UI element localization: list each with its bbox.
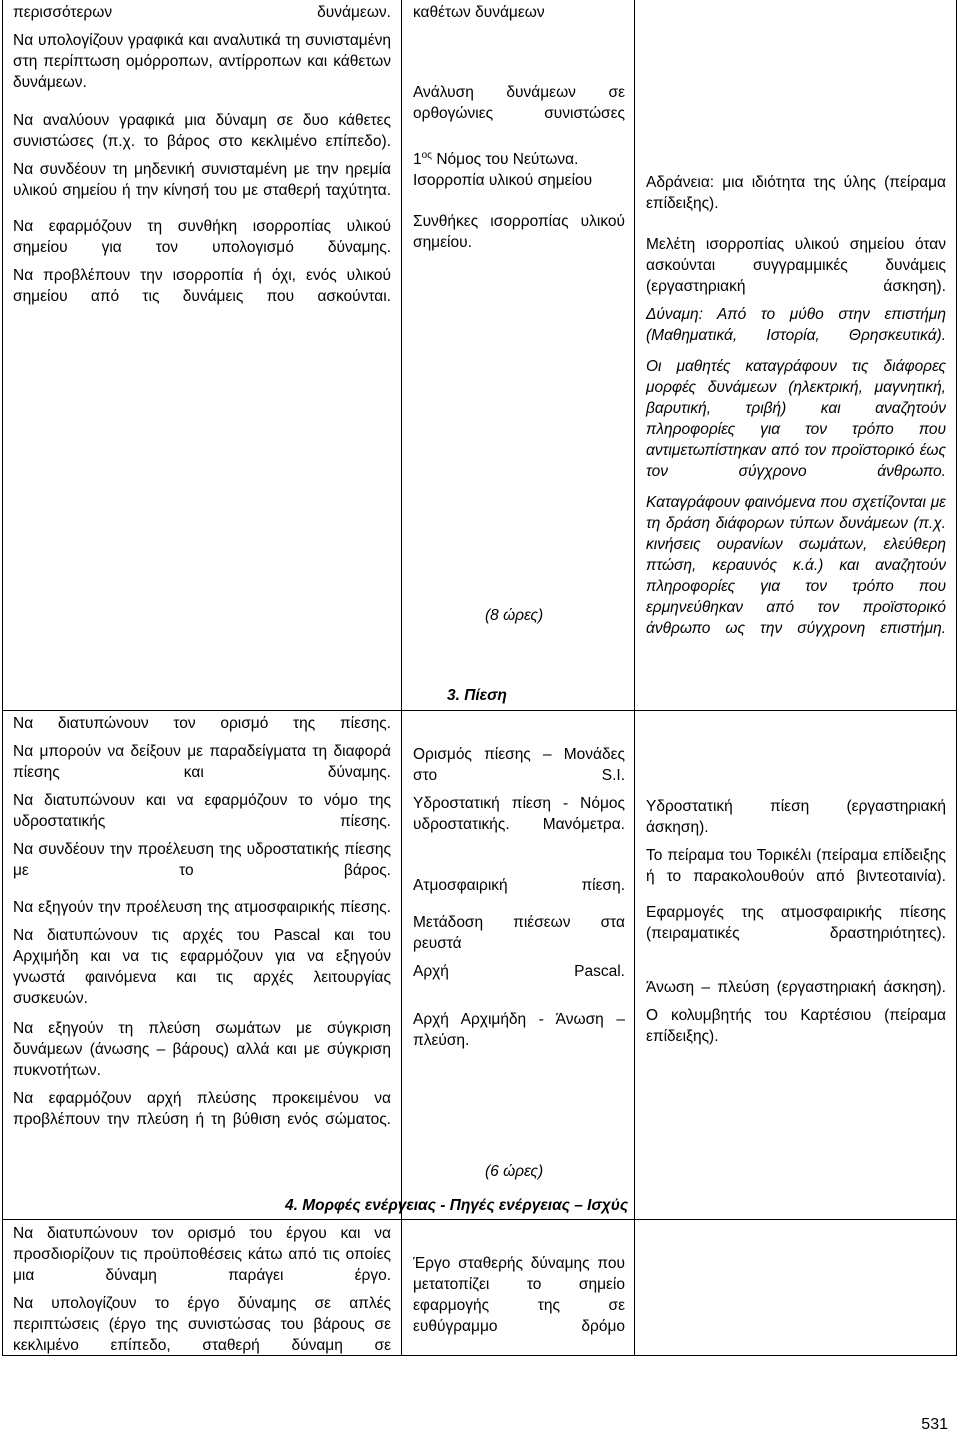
- column-divider-2: [634, 0, 635, 1356]
- objective-item: Να διατυπώνουν τις αρχές του Pascal και του Αρχιμήδη και να τις εφαρμόζουν για να εξηγούν γνωστά φαινόμενα και τις αρχές λειτουργίας συσκευών.: [13, 927, 391, 1007]
- hours-section2: (8 ώρες): [485, 607, 544, 624]
- content-item: Ατμοσφαιρική πίεση.: [413, 877, 625, 894]
- content-energy: Έργο σταθερής δύναμης που μετατοπίζει το σημείο εφαρμογής της σε ευθύγραμμο δρόμο: [413, 1255, 625, 1335]
- objective-item: Να εξηγούν τη πλεύση σωμάτων με σύγκριση δυνάμεων (άνωσης – βάρους) αλλά και με σύγκριση πυκνοτήτων.: [13, 1020, 391, 1079]
- newton-law-ordinal: ος: [421, 150, 433, 161]
- objective-item: Να εφαρμόζουν αρχή πλεύσης προκειμένου να προβλέπουν την πλεύση ή τη βύθιση ενός σώματος.: [13, 1090, 391, 1128]
- content-item: Μετάδοση πιέσεων στα ρευστά: [413, 914, 625, 952]
- objective-item: Να προβλέπουν την ισορροπία ή όχι, ενός υλικού σημείου από τις δυνάμεις που ασκούνται.: [13, 267, 391, 305]
- activity-item: Οι μαθητές καταγράφουν τις διάφορες μορφές δυνάμεων (ηλεκτρική, μαγνητική, βαρυτική, τριβή) και αναζητούν πληροφορίες για τον τρόπο που αντιμετωπίστηκαν από τον προϊστορικό έως τον σύγχρονο άνθρωπο.: [646, 358, 946, 480]
- objective-item: Να μπορούν να δείξουν με παραδείγματα τη διαφορά πίεσης και δύναμης.: [13, 743, 391, 781]
- section-4-title: 4. Μορφές ενέργειας - Πηγές ενέργειας – Ισχύς: [285, 1197, 629, 1214]
- newton-law-number: 1: [413, 151, 422, 168]
- objective-item: Να διατυπώνουν τον ορισμό του έργου και να προσδιορίζουν τις προϋποθέσεις κάτω από τις οποίες μια δύναμη παράγει έργο.: [13, 1225, 391, 1284]
- activity-item: Αδράνεια: μια ιδιότητα της ύλης (πείραμα επίδειξης).: [646, 174, 946, 212]
- content-pressure: [413, 744, 625, 1058]
- objectives-energy: [13, 1223, 391, 1363]
- content-top: [413, 2, 625, 260]
- newton-law-text: Νόμος του Νεύτωνα.: [432, 151, 579, 168]
- hours-section3: (6 ώρες): [485, 1163, 544, 1180]
- content-item: Αρχή Αρχιμήδη - Άνωση – πλεύση.: [413, 1011, 625, 1049]
- objective-item: Να εφαρμόζουν τη συνθήκη ισορροπίας υλικού σημείου για τον υπολογισμό δύναμης.: [13, 218, 391, 256]
- section-3-title: 3. Πίεση: [447, 687, 507, 704]
- activity-item: Ο κολυμβητής του Καρτέσιου (πείραμα επίδειξης).: [646, 1007, 946, 1045]
- activities-top: [646, 172, 946, 646]
- objective-item: Να διατυπώνουν και να εφαρμόζουν το νόμο της υδροστατικής πίεσης.: [13, 792, 391, 830]
- activity-item: Υδροστατική πίεση (εργαστηριακή άσκηση).: [646, 798, 946, 836]
- page-number: 531: [921, 1416, 948, 1433]
- objective-item: περισσότερων δυνάμεων.: [13, 4, 391, 21]
- activity-item: Μελέτη ισορροπίας υλικού σημείου όταν ασκούνται συγγραμμικές δυνάμεις (εργαστηριακή άσκηση).: [646, 236, 946, 295]
- content-item: Υδροστατική πίεση - Νόμος υδροστατικής. Μανόμετρα.: [413, 795, 625, 833]
- content-item: Ανάλυση δυνάμεων σε ορθογώνιες συνιστώσες: [413, 84, 625, 122]
- row-divider-section4: [2, 1219, 957, 1220]
- activity-item: Άνωση – πλεύση (εργαστηριακή άσκηση).: [646, 979, 946, 996]
- content-item: Συνθήκες ισορροπίας υλικού σημείου.: [413, 213, 625, 251]
- objective-item: Να συνδέουν την προέλευση της υδροστατικής πίεσης με το βάρος.: [13, 841, 391, 879]
- objective-item: Να υπολογίζουν το έργο δύναμης σε απλές περιπτώσεις (έργο της συνιστώσας του βάρους σε κεκλιμένο επίπεδο, σταθερή δύναμη σε: [13, 1295, 391, 1354]
- activity-item: Το πείραμα του Τορικέλι (πείραμα επίδειξης ή το παρακολουθούν από βιντεοταινία).: [646, 847, 946, 885]
- objectives-top: [13, 2, 391, 314]
- content-item: Αρχή Pascal.: [413, 963, 625, 980]
- objective-item: Να υπολογίζουν γραφικά και αναλυτικά τη συνισταμένη στη περίπτωση ομόρροπων, αντίρροπων και κάθετων δυνάμεων.: [13, 32, 391, 91]
- objective-item: Να εξηγούν την προέλευση της ατμοσφαιρικής πίεσης.: [13, 899, 391, 916]
- activity-item: Δύναμη: Από το μύθο στην επιστήμη (Μαθηματικά, Ιστορία, Θρησκευτικά).: [646, 306, 946, 344]
- row-divider-section3: [2, 710, 957, 711]
- objectives-pressure: [13, 713, 391, 1137]
- content-item: Ισορροπία υλικού σημείου: [413, 172, 593, 189]
- content-item: καθέτων δυνάμεων: [413, 4, 545, 21]
- table-border-right: [956, 0, 957, 1356]
- table-border-left: [2, 0, 3, 1356]
- activities-pressure: [646, 796, 946, 1054]
- objective-item: Να συνδέουν τη μηδενική συνισταμένη με την ηρεμία υλικού σημείου ή την κίνησή του με σταθερή ταχύτητα.: [13, 161, 391, 199]
- objective-item: Να διατυπώνουν τον ορισμό της πίεσης.: [13, 715, 391, 732]
- content-item: Ορισμός πίεσης – Μονάδες στο S.I.: [413, 746, 625, 784]
- column-divider-1: [401, 0, 402, 1356]
- objective-item: Να αναλύουν γραφικά μια δύναμη σε δυο κάθετες συνιστώσες (π.χ. το βάρος στο κεκλιμένο επίπεδο).: [13, 112, 391, 150]
- activity-item: Καταγράφουν φαινόμενα που σχετίζονται με τη δράση διάφορων τύπων δυνάμεων (π.χ. κινήσεις ουρανίων σωμάτων, ελεύθερη πτώση, κεραυνός κ.ά.) και αναζητούν πληροφορίες για τον τρόπο που ερμηνεύθηκαν από τον προϊστορικό άνθρωπο ως την σύγχρονη επιστήμη.: [646, 494, 946, 637]
- activity-item: Εφαρμογές της ατμοσφαιρικής πίεσης (πειραματικές δραστηριότητες).: [646, 904, 946, 942]
- newton-law: [413, 149, 625, 170]
